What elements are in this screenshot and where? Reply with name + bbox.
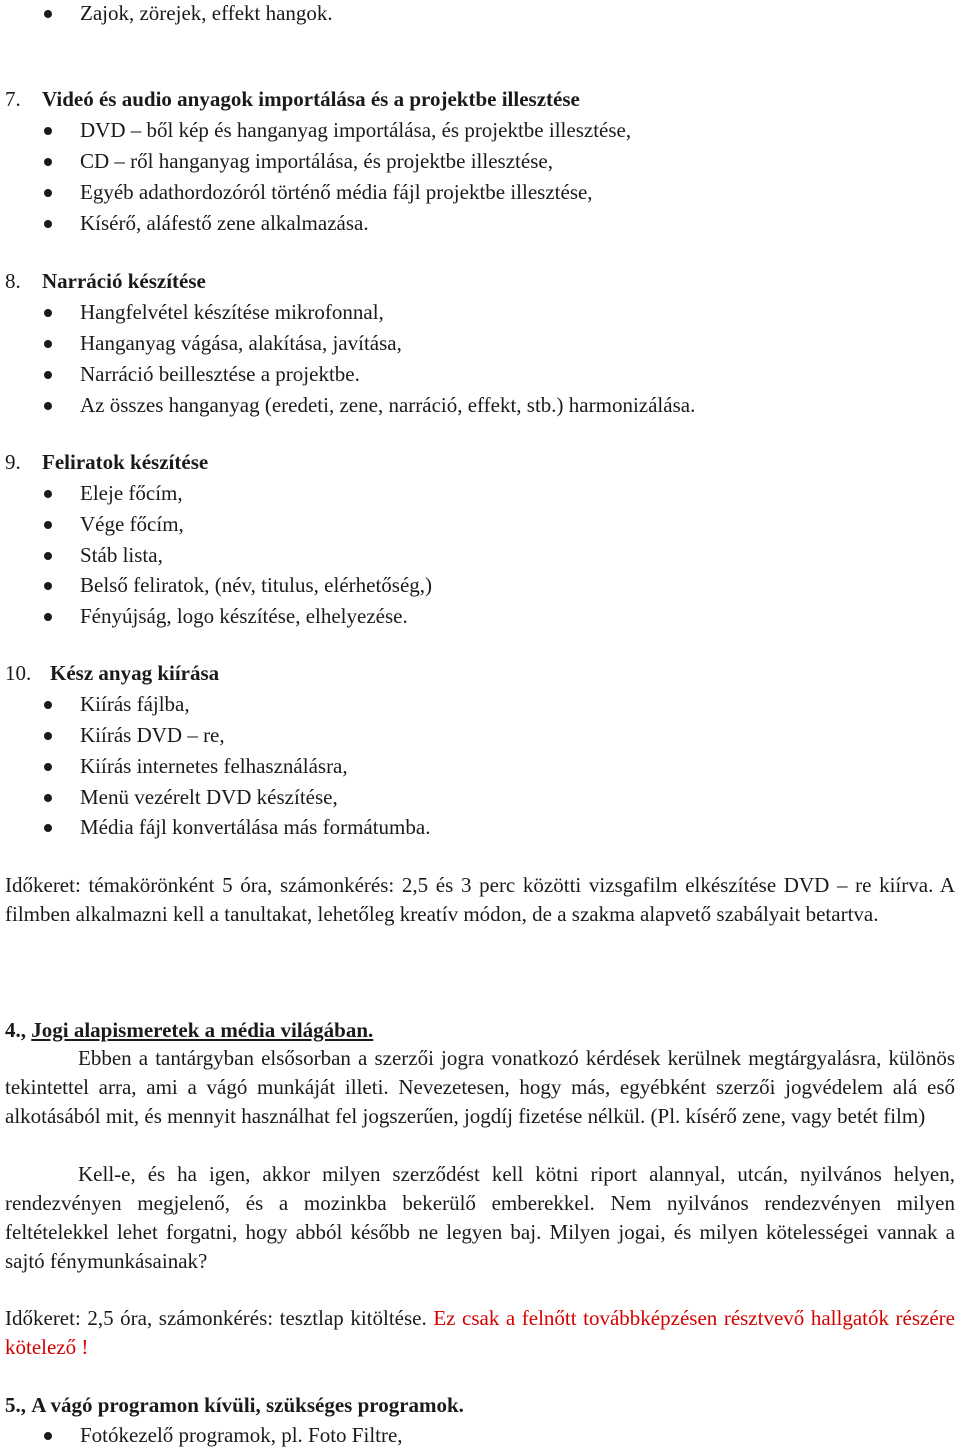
list-item: CD – ről hanganyag importálása, és projektbe illesztése,: [80, 146, 553, 177]
section-8-title: Narráció készítése: [42, 269, 206, 293]
chapter-4-paragraph-2-text: Kell-e, és ha igen, akkor milyen szerződést kell kötni riport alannyal, utcán, nyilvános helyen, rendezvényen megjelenő, és a mozinkba bekerülő emberekkel. Nem nyilvános rendezvényen milyen feltételekkel lehet forgatni, hogy abból később ne legyen baj. Milyen jogai, és milyen kötelességei vannak a sajtó fénymunkásainak?: [5, 1162, 955, 1273]
chapter-4-timeframe: [5, 1304, 955, 1362]
timeframe-paragraph: Időkeret: témakörönként 5 óra, számonkérés: 2,5 és 3 perc közötti vizsgafilm elkészítése DVD – re kiírva. A filmben alkalmazni kell a tanultakat, lehetőleg kreatív módon, de a szakma alapvető szabályait betartva.: [5, 873, 955, 926]
section-7-number: 7.: [5, 87, 21, 111]
chapter-4-heading: [5, 1015, 373, 1046]
list-item: Kiírás DVD – re,: [80, 720, 225, 751]
chapter-5-number: 5.,: [5, 1393, 26, 1417]
list-item: Vége főcím,: [80, 509, 184, 540]
section-10-heading: [5, 658, 219, 689]
list-item: Fényújság, logo készítése, elhelyezése.: [80, 601, 408, 632]
list-item: Eleje főcím,: [80, 478, 183, 509]
list-item: Narráció beillesztése a projektbe.: [80, 359, 360, 390]
list-item: Hangfelvétel készítése mikrofonnal,: [80, 297, 384, 328]
list-item: Zajok, zörejek, effekt hangok.: [80, 0, 333, 29]
list-item: Stáb lista,: [80, 540, 163, 571]
list-item: Az összes hanganyag (eredeti, zene, narráció, effekt, stb.) harmonizálása.: [80, 390, 695, 421]
list-item: Kiírás internetes felhasználásra,: [80, 751, 348, 782]
section-10-title: Kész anyag kiírása: [50, 661, 220, 685]
chapter-4-paragraph-2: [5, 1160, 955, 1276]
list-item: Kísérő, aláfestő zene alkalmazása.: [80, 208, 369, 239]
chapter-4-paragraph-1-text: Ebben a tantárgyban elsősorban a szerzői jogra vonatkozó kérdések kerülnek megtárgyalásra, különös tekintettel arra, ami a vágó munkáját illeti. Nevezetesen, hogy más, egyébként szerzői jogvédelem alá eső alkotásából mit, és mennyit használhat fel jogszerűen, jogdíj fizetése nélkül. (Pl. kísérő zene, vagy betét film): [5, 1046, 955, 1128]
chapter-4-paragraph-1: [5, 1044, 955, 1131]
section-7-title: Videó és audio anyagok importálása és a projektbe illesztése: [42, 87, 580, 111]
section-9-heading: [5, 447, 208, 478]
section-8-number: 8.: [5, 269, 21, 293]
list-item: Fotókezelő programok, pl. Foto Filtre,: [80, 1420, 403, 1451]
section-9-number: 9.: [5, 450, 21, 474]
list-item: Egyéb adathordozóról történő média fájl projektbe illesztése,: [80, 177, 593, 208]
chapter-4-timeframe-text: Időkeret: 2,5 óra, számonkérés: tesztlap kitöltése.: [5, 1306, 427, 1330]
chapter-4-required-note: Ez csak a felnőtt továbbképzésen résztvevő hallgatók részére kötelező !: [5, 1306, 955, 1359]
list-item: Menü vezérelt DVD készítése,: [80, 782, 338, 813]
chapter-5-heading: [5, 1390, 464, 1421]
list-item: Kiírás fájlba,: [80, 689, 190, 720]
section-7-heading: [5, 84, 580, 115]
section-9-title: Feliratok készítése: [42, 450, 209, 474]
list-item: Média fájl konvertálása más formátumba.: [80, 812, 430, 843]
chapter-4-title: Jogi alapismeretek a média világában.: [31, 1018, 374, 1042]
section-10-number: 10.: [5, 661, 32, 685]
chapter-4-number: 4.,: [5, 1018, 26, 1042]
list-item: Hanganyag vágása, alakítása, javítása,: [80, 328, 402, 359]
list-item: Belső feliratok, (név, titulus, elérhetőség,): [80, 570, 432, 601]
section-8-heading: [5, 266, 206, 297]
chapter-5-title: A vágó programon kívüli, szükséges programok.: [31, 1393, 464, 1417]
list-item: DVD – ből kép és hanganyag importálása, és projektbe illesztése,: [80, 115, 631, 146]
